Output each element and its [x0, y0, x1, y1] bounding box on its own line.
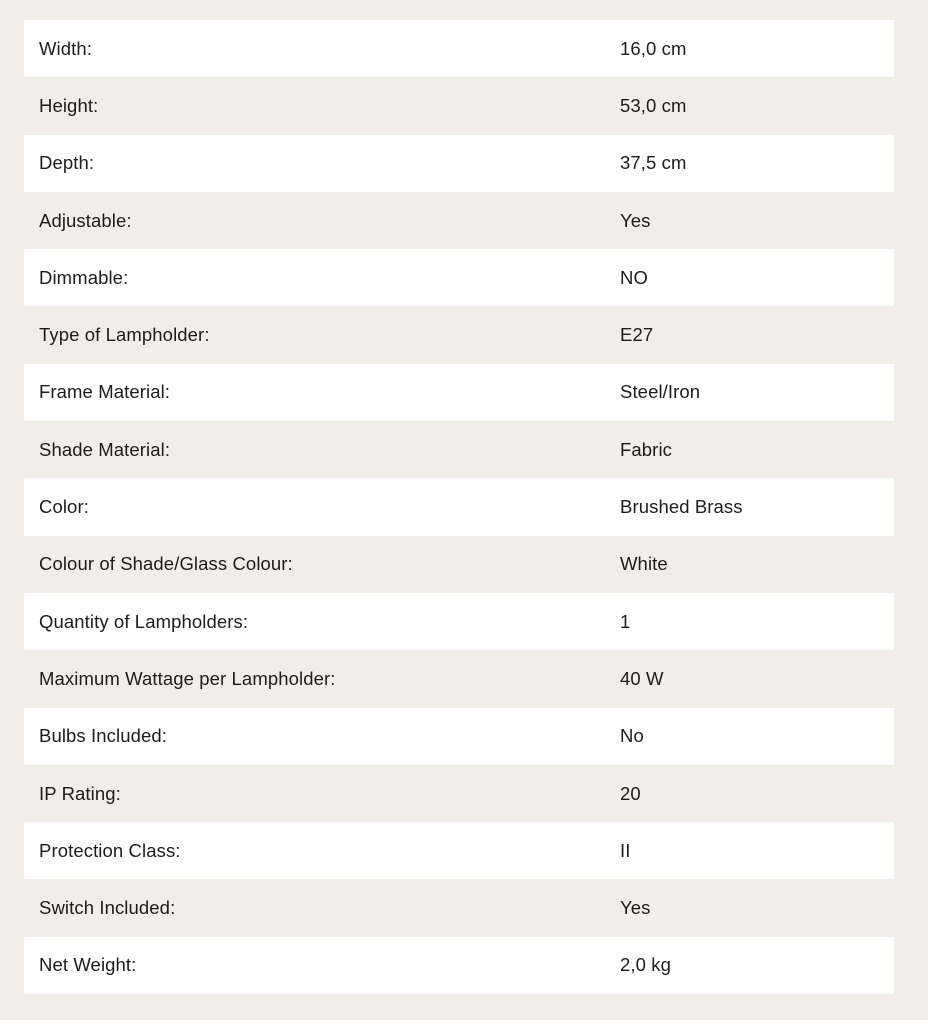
spec-row-switch-included — [24, 879, 894, 936]
spec-row-bulbs-included — [24, 708, 894, 765]
spec-label: Color: — [39, 496, 89, 518]
spec-row-dimmable — [24, 249, 894, 306]
spec-value: Yes — [620, 209, 651, 231]
spec-row-ip-rating — [24, 765, 894, 822]
spec-value: 20 — [620, 782, 641, 804]
spec-row-width — [24, 20, 894, 77]
spec-row-color — [24, 478, 894, 535]
spec-label: Quantity of Lampholders: — [39, 610, 249, 632]
spec-label: Height: — [39, 94, 99, 116]
spec-value: Yes — [620, 897, 651, 919]
spec-value: No — [620, 725, 644, 747]
spec-label: IP Rating: — [39, 782, 121, 804]
spec-value: 37,5 cm — [620, 152, 687, 174]
spec-value: White — [620, 553, 668, 575]
spec-value: II — [620, 839, 631, 861]
spec-table — [24, 20, 894, 994]
spec-row-height — [24, 77, 894, 134]
spec-value: NO — [620, 266, 648, 288]
spec-value: 53,0 cm — [620, 94, 687, 116]
spec-label: Adjustable: — [39, 209, 132, 231]
spec-label: Depth: — [39, 152, 95, 174]
spec-value: Steel/Iron — [620, 381, 701, 403]
spec-row-frame-material — [24, 364, 894, 421]
spec-label: Type of Lampholder: — [39, 324, 210, 346]
spec-row-max-wattage — [24, 650, 894, 707]
spec-row-lampholder-quantity — [24, 593, 894, 650]
spec-value: 40 W — [620, 667, 664, 689]
spec-label: Width: — [39, 37, 93, 59]
spec-row-lampholder-type — [24, 306, 894, 363]
spec-row-net-weight — [24, 937, 894, 994]
spec-row-adjustable — [24, 192, 894, 249]
spec-label: Frame Material: — [39, 381, 171, 403]
spec-value: Brushed Brass — [620, 496, 743, 518]
spec-row-shade-colour — [24, 536, 894, 593]
spec-label: Colour of Shade/Glass Colour: — [39, 553, 293, 575]
spec-value: 16,0 cm — [620, 37, 687, 59]
spec-value: Fabric — [620, 438, 672, 460]
spec-row-depth — [24, 135, 894, 192]
spec-value: 1 — [620, 610, 631, 632]
spec-label: Dimmable: — [39, 266, 129, 288]
spec-label: Bulbs Included: — [39, 725, 168, 747]
spec-label: Net Weight: — [39, 954, 137, 976]
spec-value: E27 — [620, 324, 654, 346]
spec-label: Switch Included: — [39, 897, 176, 919]
spec-label: Protection Class: — [39, 839, 181, 861]
spec-label: Maximum Wattage per Lampholder: — [39, 667, 336, 689]
spec-row-protection-class — [24, 822, 894, 879]
spec-value: 2,0 kg — [620, 954, 671, 976]
spec-row-shade-material — [24, 421, 894, 478]
spec-label: Shade Material: — [39, 438, 171, 460]
